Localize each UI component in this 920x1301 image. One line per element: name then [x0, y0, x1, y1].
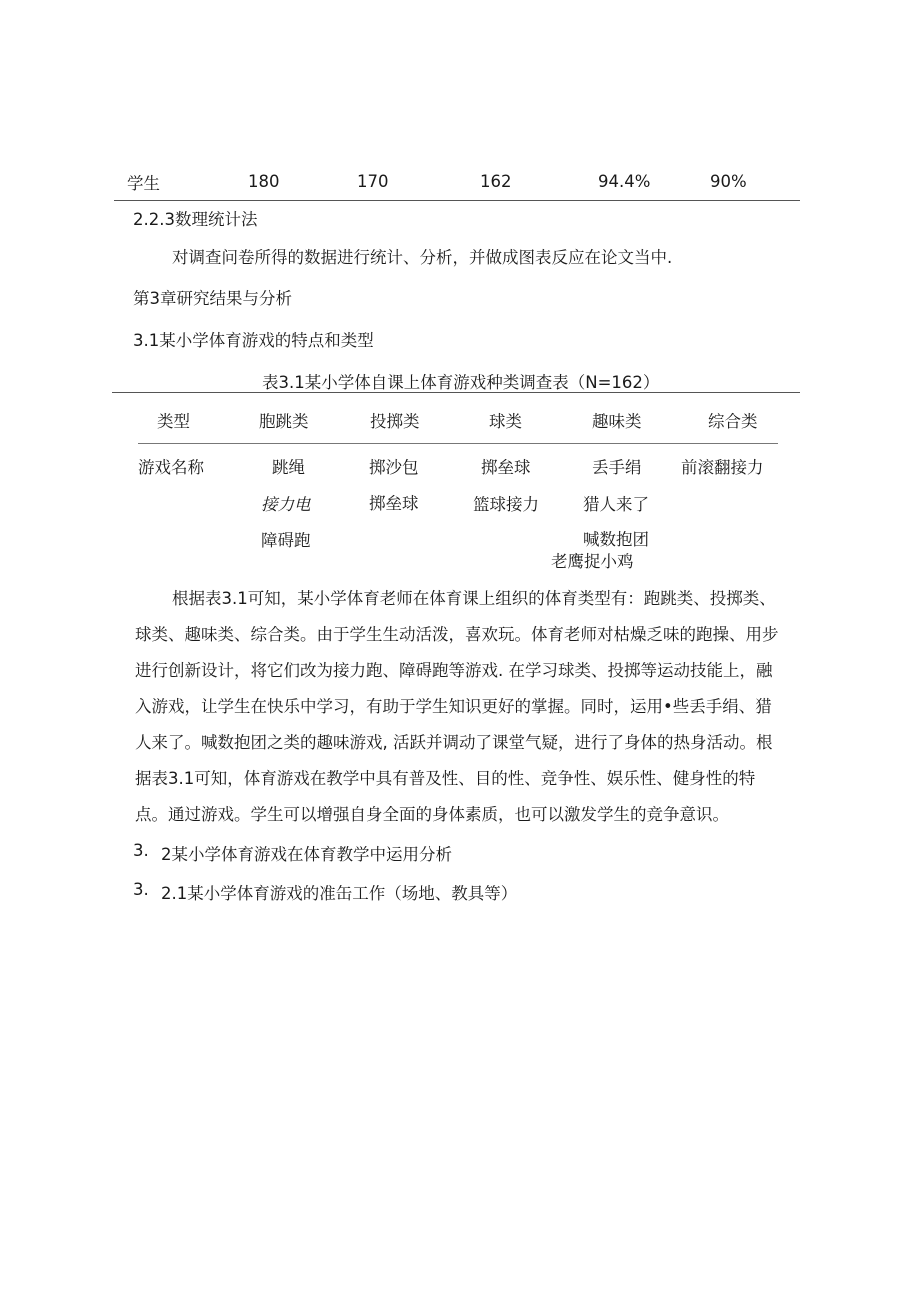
table-cell: 掷沙包 [369, 458, 419, 477]
table-cell: 篮球接力 [473, 495, 539, 514]
subsection-number: 3. [133, 841, 149, 860]
table-cell: 障碍跑 [261, 531, 311, 550]
table-cell: 老鹰捉小鸡 [551, 552, 634, 571]
paragraph-line: 点。通过游戏。学生可以增强自身全面的身体素质，也可以激发学生的竞争意识。 [135, 805, 729, 824]
cell-value-2: 170 [357, 172, 389, 191]
table-cell: 喊数抱团 [583, 530, 649, 549]
table-header-combined: 综合类 [708, 412, 758, 431]
chapter-heading: 第3章研究结果与分析 [133, 289, 292, 308]
section-heading-3-1: 3.1某小学体育游戏的特点和类型 [133, 331, 374, 350]
subsection-heading-3-2: 2某小学体育游戏在体育教学中运用分析 [161, 845, 452, 864]
table-cell: 接力电 [261, 495, 311, 514]
subsection-number: 3. [133, 880, 149, 899]
paragraph-line: 人来了。喊数抱团之类的趣味游戏, 活跃并调动了课堂气疑，进行了身体的热身活动。根 [135, 733, 773, 752]
table-cell: 掷垒球 [369, 494, 419, 513]
paragraph-line: 入游戏，让学生在快乐中学习，有助于学生知识更好的掌握。同时，运用•些丢手绢、猎 [135, 697, 772, 716]
table-cell: 跳绳 [272, 458, 305, 477]
cell-value-1: 180 [248, 172, 280, 191]
paragraph-line: 进行创新设计，将它们改为接力跑、障碍跑等游戏. 在学习球类、投掷等运动技能上，融 [135, 661, 773, 680]
section-heading-2-2-3: 2.2.3数理统计法 [133, 210, 258, 229]
table-header-fun: 趣味类 [592, 412, 642, 431]
table-cell: 猎人来了 [583, 495, 649, 514]
table-row-label: 游戏名称 [138, 458, 204, 477]
table-header-run-jump: 胞跳类 [259, 412, 309, 431]
table-bottom-rule [114, 200, 800, 201]
table-cell: 丢手绢 [592, 458, 642, 477]
table-caption: 表3.1某小学体自课上体育游戏种类调查表（N=162） [262, 373, 660, 392]
cell-value-5: 90% [710, 172, 747, 191]
table-top-rule [112, 392, 800, 393]
table-header-rule [138, 443, 778, 444]
cell-value-3: 162 [480, 172, 512, 191]
table-header-throw: 投掷类 [370, 412, 420, 431]
subsection-heading-3-2-1: 2.1某小学体育游戏的准缶工作（场地、教具等） [161, 884, 518, 903]
table-cell: 前滚翻接力 [681, 458, 764, 477]
table-header-ball: 球类 [489, 412, 522, 431]
paragraph-line: 根据表3.1可知，某小学体育老师在体育课上组织的体育类型有：跑跳类、投掷类、 [172, 589, 776, 608]
intro-paragraph: 对调查问卷所得的数据进行统计、分析，并做成图表反应在论文当中. [172, 248, 673, 267]
table-cell: 掷垒球 [481, 458, 531, 477]
row-label-students: 学生 [127, 174, 160, 193]
paragraph-line: 球类、趣味类、综合类。由于学生生动活泼，喜欢玩。体育老师对枯燥乏味的跑操、用步 [135, 625, 779, 644]
cell-value-4: 94.4% [598, 172, 651, 191]
table-header-type: 类型 [157, 412, 190, 431]
paragraph-line: 据表3.1可知，体育游戏在教学中具有普及性、目的性、竞争性、娱乐性、健身性的特 [135, 769, 756, 788]
body-paragraph [135, 581, 800, 833]
